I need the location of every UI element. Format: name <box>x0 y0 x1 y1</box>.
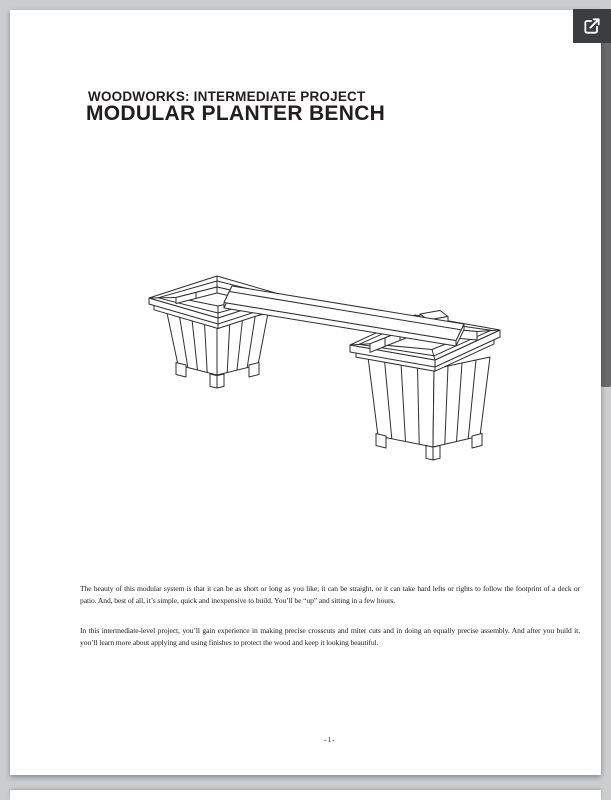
page-title: MODULAR PLANTER BENCH <box>86 102 386 125</box>
scrollbar-track[interactable] <box>601 0 611 800</box>
open-in-new-button[interactable] <box>573 9 611 43</box>
experience-paragraph: In this intermediate-level project, you’ll gain experience in making precise crosscuts and miter cuts and in doing an equally precise assembly. And after you build it, you’ll learn more about applying and using finishes to protect the wood and keep it looking beautiful. <box>80 625 580 647</box>
planter-bench-drawing <box>120 258 520 473</box>
project-eyebrow: WOODWORKS: INTERMEDIATE PROJECT <box>88 89 366 104</box>
document-page-2-edge <box>10 790 601 800</box>
intro-paragraph: The beauty of this modular system is that it can be as short or long as you like; it can be straight, or it can take hard lefts or rights to follow the footprint of a deck or patio. And, best of all, it’s simple, quick and inexpensive to build. You’ll be “up” and sitting in a few hours. <box>80 583 580 605</box>
planter-bench-illustration <box>120 258 520 473</box>
scrollbar-thumb[interactable] <box>601 10 611 387</box>
document-page-1 <box>10 10 601 775</box>
open-in-new-icon <box>582 16 602 36</box>
page-number: -1- <box>324 735 336 744</box>
